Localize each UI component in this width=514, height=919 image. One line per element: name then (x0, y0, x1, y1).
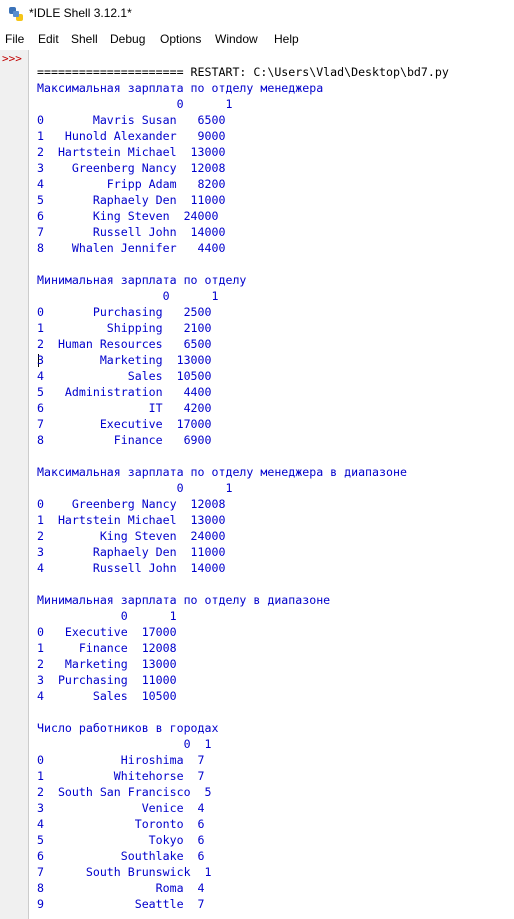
output-line: 3 Marketing 13000 (37, 353, 212, 367)
output-line: 1 Finance 12008 (37, 641, 177, 655)
output-line: 5 Raphaely Den 11000 (37, 193, 226, 207)
output-line: 0 Purchasing 2500 (37, 305, 212, 319)
output-line: 2 Human Resources 6500 (37, 337, 212, 351)
output-line: 0 1 (37, 609, 177, 623)
window-title: *IDLE Shell 3.12.1* (29, 6, 132, 20)
title-bar (0, 0, 514, 28)
output-line: 3 Purchasing 11000 (37, 673, 177, 687)
shell-prompt: >>> (2, 52, 22, 65)
output-line: 0 Hiroshima 7 (37, 753, 205, 767)
output-line: 5 Tokyo 6 (37, 833, 205, 847)
output-line: 2 Hartstein Michael 13000 (37, 145, 226, 159)
output-line: 4 Russell John 14000 (37, 561, 226, 575)
output-line: 4 Fripp Adam 8200 (37, 177, 226, 191)
output-line: 0 Greenberg Nancy 12008 (37, 497, 226, 511)
output-line: Максимальная зарплата по отделу менеджера (37, 81, 324, 95)
output-line: 2 King Steven 24000 (37, 529, 226, 543)
menu-options[interactable]: Options (160, 32, 202, 46)
output-line: 1 Shipping 2100 (37, 321, 212, 335)
output-line: 3 Raphaely Den 11000 (37, 545, 226, 559)
output-line: 0 1 (37, 289, 219, 303)
output-line: Число работников в городах (37, 721, 219, 735)
output-line: Минимальная зарплата по отделу в диапазоне (37, 593, 331, 607)
output-line: 7 Executive 17000 (37, 417, 212, 431)
output-line: 5 Administration 4400 (37, 385, 212, 399)
output-line: 0 1 (37, 481, 233, 495)
restart-banner: ===================== RESTART: C:\Users\Vlad\Desktop\bd7.py (37, 65, 449, 79)
menu-window[interactable]: Window (215, 32, 258, 46)
menu-help[interactable]: Help (274, 32, 299, 46)
output-line: 2 South San Francisco 5 (37, 785, 212, 799)
output-line: 2 Marketing 13000 (37, 657, 177, 671)
output-line: 3 Venice 4 (37, 801, 205, 815)
menu-debug[interactable]: Debug (110, 32, 146, 46)
output-line: 6 IT 4200 (37, 401, 212, 415)
menu-shell[interactable]: Shell (71, 32, 98, 46)
output-line: 6 Southlake 6 (37, 849, 205, 863)
output-line: 8 Roma 4 (37, 881, 205, 895)
output-line: 0 Mavris Susan 6500 (37, 113, 226, 127)
menu-edit[interactable]: Edit (38, 32, 59, 46)
output-line: 9 Seattle 7 (37, 897, 205, 911)
prompt-gutter (0, 50, 28, 919)
output-line: 4 Sales 10500 (37, 369, 212, 383)
output-line: 7 South Brunswick 1 (37, 865, 212, 879)
output-line: 0 Executive 17000 (37, 625, 177, 639)
output-line: Минимальная зарплата по отделу (37, 273, 247, 287)
output-line: 0 1 (37, 97, 233, 111)
output-line: 1 Hunold Alexander 9000 (37, 129, 226, 143)
menu-file[interactable]: File (5, 32, 25, 46)
output-line: 7 Russell John 14000 (37, 225, 226, 239)
output-line: 3 Greenberg Nancy 12008 (37, 161, 226, 175)
output-line: 8 Finance 6900 (37, 433, 212, 447)
shell-output-area[interactable] (29, 50, 514, 919)
output-line: 4 Toronto 6 (37, 817, 205, 831)
idle-app-icon (8, 6, 24, 22)
output-line: 1 Hartstein Michael 13000 (37, 513, 226, 527)
output-line: 0 1 (37, 737, 212, 751)
output-line: 4 Sales 10500 (37, 689, 177, 703)
menu-bar (0, 28, 514, 51)
output-line: 6 King Steven 24000 (37, 209, 219, 223)
output-line: 8 Whalen Jennifer 4400 (37, 241, 226, 255)
output-line: Максимальная зарплата по отделу менеджера в диапазоне (37, 465, 407, 479)
output-line: 1 Whitehorse 7 (37, 769, 205, 783)
